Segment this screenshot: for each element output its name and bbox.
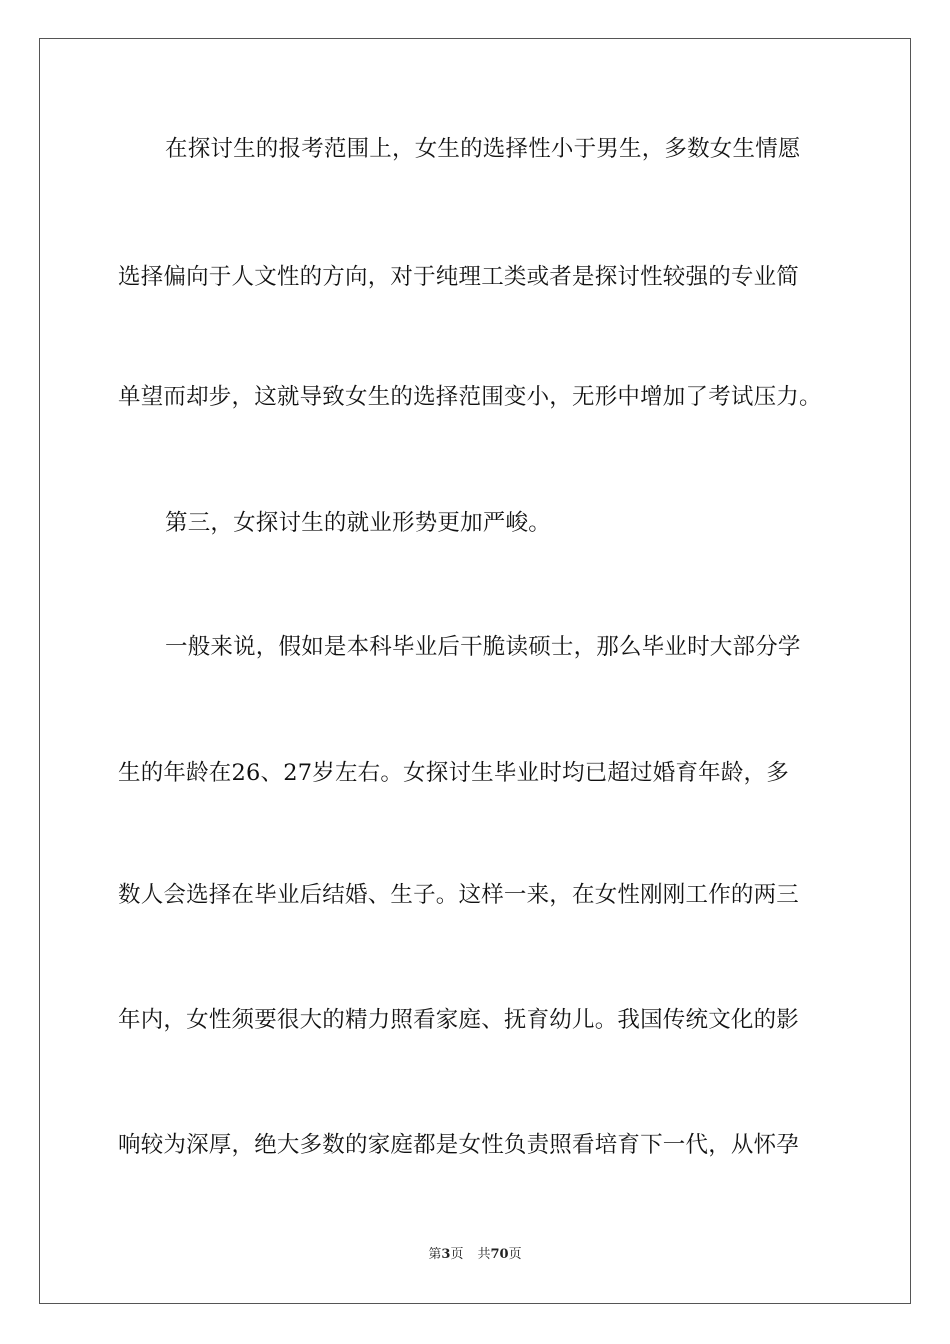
page-footer xyxy=(0,1246,950,1264)
paragraph-3-line-1: 一般来说，假如是本科毕业后干脆读硕士，那么毕业时大部分学 xyxy=(165,634,801,660)
page-number: 3 xyxy=(441,1247,451,1262)
paragraph-3-line-2: 生的年龄在26、27岁左右。女探讨生毕业时均已超过婚育年龄，多 xyxy=(118,760,789,786)
paragraph-1-line-1: 在探讨生的报考范围上，女生的选择性小于男生，多数女生情愿 xyxy=(165,136,801,162)
paragraph-3-line-5: 响较为深厚，绝大多数的家庭都是女性负责照看培育下一代，从怀孕 xyxy=(118,1132,800,1158)
page-suffix: 页 xyxy=(450,1247,464,1262)
paragraph-1-line-3: 单望而却步，这就导致女生的选择范围变小，无形中增加了考试压力。 xyxy=(118,384,822,410)
paragraph-1-line-2: 选择偏向于人文性的方向，对于纯理工类或者是探讨性较强的专业简 xyxy=(118,264,800,290)
paragraph-3-line-4: 年内，女性须要很大的精力照看家庭、抚育幼儿。我国传统文化的影 xyxy=(118,1007,800,1033)
paragraph-2-line-1: 第三，女探讨生的就业形势更加严峻。 xyxy=(165,510,551,536)
paragraph-3-line-3: 数人会选择在毕业后结婚、生子。这样一来，在女性刚刚工作的两三 xyxy=(118,882,800,908)
total-prefix: 共 xyxy=(477,1247,491,1262)
page-prefix: 第 xyxy=(428,1247,442,1262)
total-pages: 70 xyxy=(490,1247,509,1262)
page-border xyxy=(39,38,911,1304)
total-suffix: 页 xyxy=(508,1247,522,1262)
